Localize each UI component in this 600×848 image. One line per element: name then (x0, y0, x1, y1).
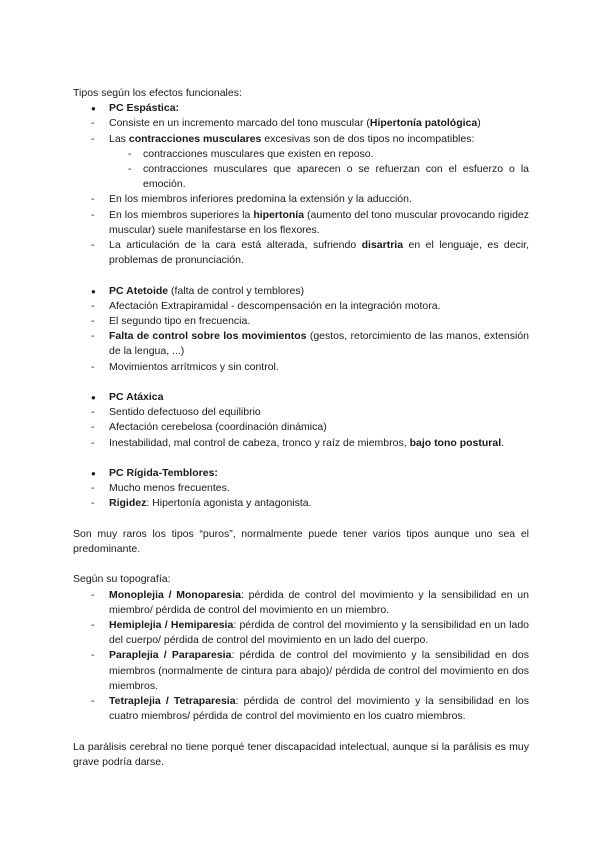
dash-marker: - (91, 208, 95, 221)
dash-marker: - (128, 163, 132, 176)
rigida-heading-item (73, 466, 529, 481)
item-pre: La articulación de la cara está alterada, sufriendo (109, 239, 362, 252)
list-item (73, 481, 529, 496)
puros-paragraph: Son muy raros los tipos “puros”, normalmente puede tener varios tipos aunque uno sea el predominante. (73, 527, 529, 556)
list-item (73, 238, 529, 268)
dash-marker: - (91, 421, 95, 434)
list-item (73, 420, 529, 435)
list-item (73, 360, 529, 375)
item-text: : Hipertonía agonista y antagonista. (146, 497, 312, 510)
item-bold: Rigidez (109, 497, 147, 510)
item-text: Afectación cerebelosa (coordinación dinámica) (109, 421, 327, 434)
item-bold: Hemiplejia / Hemiparesia (109, 619, 234, 632)
item-text: : pérdida de control del movimiento y la sensibilidad en los cuatro miembros/ pérdida de control del movimiento en los cuatro miembros. (109, 695, 529, 723)
item-bold: contracciones musculares (128, 132, 262, 145)
dash-marker: - (91, 406, 95, 419)
dash-marker: - (91, 619, 95, 632)
conclusion-paragraph: La parálisis cerebral no tiene porqué tener discapacidad intelectual, aunque si la parálisis es muy grave podría darse. (73, 740, 529, 768)
item-bold: Paraplejia / Paraparesia (109, 649, 232, 662)
list-item (73, 299, 529, 314)
item-text: en el lenguaje, es decir, problemas de pronunciación. (109, 239, 529, 267)
topografia-title: Según su topografía: (73, 573, 171, 586)
list-item (73, 405, 529, 420)
tipos-title: Tipos según los efectos funcionales: (73, 87, 242, 99)
dash-marker: - (91, 482, 95, 495)
atetoide-heading: PC Atetoide (109, 284, 169, 297)
item-pre: Inestabilidad, mal control de cabeza, tronco y raíz de miembros, (109, 436, 410, 449)
list-item (73, 208, 529, 238)
item-pre: En los miembros superiores la (109, 208, 254, 221)
list-item (73, 116, 529, 131)
item-tail: . (501, 436, 505, 449)
bullet-marker: ● (91, 469, 96, 479)
ataxica-heading: PC Atáxica (109, 391, 164, 404)
dash-marker: - (91, 132, 95, 145)
subitem-text: contracciones musculares que aparecen o se refuerzan con el esfuerzo o la emoción. (143, 163, 529, 191)
item-text: Movimientos arrítmicos y sin control. (109, 360, 279, 373)
ataxica-heading-item (73, 390, 529, 405)
list-item (73, 618, 529, 648)
rigida-heading: PC Rígida-Temblores: (109, 467, 218, 480)
item-text: El segundo tipo en frecuencia. (109, 315, 251, 328)
list-item (73, 132, 529, 147)
item-bold: hipertonía (253, 208, 305, 221)
list-item (73, 329, 529, 359)
item-text: (gestos, retorcimiento de las manos, extensión de la lengua, ...) (109, 330, 529, 358)
dash-marker: - (91, 239, 95, 252)
item-text: En los miembros inferiores predomina la extensión y la aducción. (109, 193, 412, 206)
list-item (73, 588, 529, 618)
subitem-text: contracciones musculares que existen en reposo. (143, 147, 374, 160)
dash-marker: - (91, 436, 95, 449)
espastica-heading-item (73, 101, 529, 116)
atetoide-heading-item (73, 284, 529, 299)
item-bold: Hipertonía patológica (369, 117, 478, 130)
dash-marker: - (91, 193, 95, 206)
item-bold: Falta de control sobre los movimientos (109, 330, 307, 343)
item-pre: Las (109, 132, 129, 145)
item-text: : pérdida de control del movimiento y la sensibilidad en un lado del cuerpo/ pérdida de control del movimiento en un lado del cuerpo. (109, 619, 529, 647)
sub-list-item (73, 162, 529, 192)
list-item (73, 496, 529, 511)
item-text: : pérdida de control del movimiento y la sensibilidad en un miembro/ pérdida de control del movimiento en un miembro. (109, 588, 529, 616)
bullet-marker: ● (91, 393, 96, 403)
document-body (73, 86, 529, 770)
item-text: Afectación Extrapiramidal - descompensación en la integración motora. (109, 299, 441, 312)
dash-marker: - (91, 315, 95, 328)
bullet-marker: ● (91, 286, 96, 296)
item-text: Sentido defectuoso del equilibrio (109, 406, 261, 419)
dash-marker: - (91, 497, 95, 510)
list-item (73, 694, 529, 724)
item-tail: ) (477, 117, 481, 130)
list-item (73, 436, 529, 451)
dash-marker: - (91, 299, 95, 312)
dash-marker: - (91, 117, 95, 130)
item-bold: bajo tono postural (409, 436, 502, 449)
item-text: Mucho menos frecuentes. (109, 482, 230, 495)
item-text: (aumento del tono muscular provocando rigidez muscular) suele manifestarse en los flexores. (109, 208, 529, 236)
dash-marker: - (91, 588, 95, 601)
list-item (73, 314, 529, 329)
item-bold: disartria (361, 239, 404, 252)
espastica-heading: PC Espástica: (109, 102, 180, 115)
item-text: : pérdida de control del movimiento y la sensibilidad en dos miembros (normalmente de cintura para abajo)/ pérdida de control del movimiento en dos miembros. (109, 649, 529, 692)
dash-marker: - (128, 147, 132, 160)
item-text: excesivas son de dos tipos no incompatibles: (261, 132, 475, 145)
dash-marker: - (91, 695, 95, 708)
dash-marker: - (91, 649, 95, 662)
list-item (73, 648, 529, 694)
item-bold: Monoplejia / Monoparesia (109, 588, 242, 601)
item-text: Consiste en un incremento marcado del tono muscular ( (109, 117, 370, 130)
atetoide-heading-rest: (falta de control y temblores) (168, 284, 305, 297)
bullet-marker: ● (91, 104, 96, 114)
dash-marker: - (91, 330, 95, 343)
dash-marker: - (91, 360, 95, 373)
item-bold: Tetraplejia / Tetraparesia (109, 695, 236, 708)
sub-list-item (73, 147, 529, 162)
list-item (73, 192, 529, 207)
